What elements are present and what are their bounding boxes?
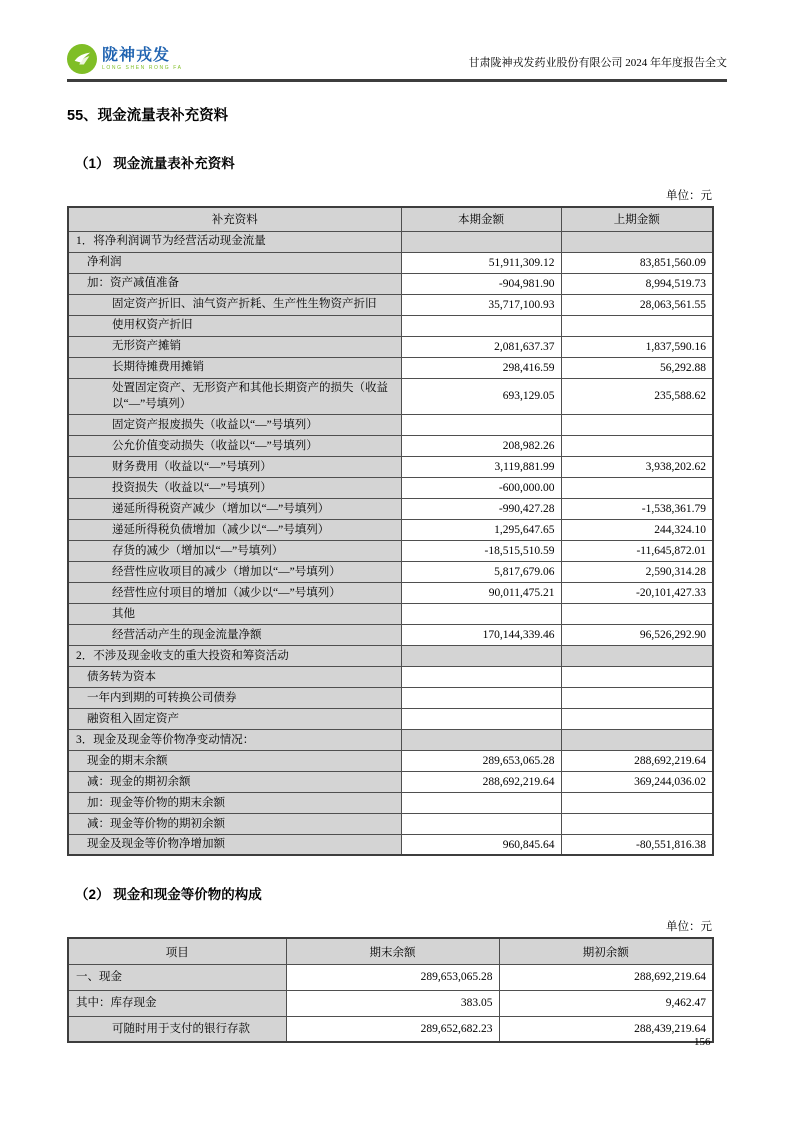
table-row [68, 582, 713, 603]
value-prior: 288,692,219.64 [499, 964, 713, 990]
value-current [401, 414, 561, 435]
row-label: 投资损失（收益以“—”号填列） [68, 477, 401, 498]
unit-label-1: 单位：元 [666, 190, 712, 202]
table-row [68, 750, 713, 771]
value-current: 170,144,339.46 [401, 624, 561, 645]
value-current: -904,981.90 [401, 273, 561, 294]
value-current [401, 792, 561, 813]
row-label: 减：现金的期初余额 [68, 771, 401, 792]
row-label: 可随时用于支付的银行存款 [68, 1016, 286, 1042]
table-row [68, 708, 713, 729]
table-row [68, 477, 713, 498]
row-label: 财务费用（收益以“—”号填列） [68, 456, 401, 477]
company-logo [67, 44, 183, 74]
row-label: 经营性应收项目的减少（增加以“—”号填列） [68, 561, 401, 582]
value-current [401, 603, 561, 624]
value-prior: 1,837,590.16 [561, 336, 713, 357]
value-prior: 96,526,292.90 [561, 624, 713, 645]
table-row [68, 336, 713, 357]
table-row [68, 378, 713, 414]
value-current: 208,982.26 [401, 435, 561, 456]
value-prior: 288,439,219.64 [499, 1016, 713, 1042]
row-label: 固定资产折旧、油气资产折耗、生产性生物资产折旧 [68, 294, 401, 315]
value-prior: 56,292.88 [561, 357, 713, 378]
logo-english-name: LONG SHEN RONG FA [102, 64, 183, 71]
value-prior [561, 435, 713, 456]
page-number: 156 [694, 1036, 711, 1048]
table-row [68, 315, 713, 336]
table-row [68, 252, 713, 273]
value-prior: 244,324.10 [561, 519, 713, 540]
row-label: 经营性应付项目的增加（减少以“—”号填列） [68, 582, 401, 603]
table-row [68, 990, 713, 1016]
column-header-2: 上期金额 [561, 207, 713, 231]
report-title-text: 甘肃陇神戎发药业股份有限公司 2024 年年度报告全文 [468, 57, 727, 69]
row-label: 净利润 [68, 252, 401, 273]
table-header-row [68, 207, 713, 231]
value-current: 383.05 [286, 990, 499, 1016]
value-prior: 9,462.47 [499, 990, 713, 1016]
row-label: 固定资产报废损失（收益以“—”号填列） [68, 414, 401, 435]
row-label: 处置固定资产、无形资产和其他长期资产的损失（收益以“—”号填列） [68, 378, 401, 414]
value-prior: 2,590,314.28 [561, 561, 713, 582]
value-current [401, 813, 561, 834]
table-row [68, 498, 713, 519]
table-row [68, 834, 713, 855]
column-header-1: 本期金额 [401, 207, 561, 231]
document-header [67, 44, 727, 82]
value-prior [561, 729, 713, 750]
row-label: 加：资产减值准备 [68, 273, 401, 294]
value-current: 289,652,682.23 [286, 1016, 499, 1042]
table-row [68, 1016, 713, 1042]
page-content [67, 0, 727, 1043]
row-label: 一、现金 [68, 964, 286, 990]
value-current [401, 708, 561, 729]
value-prior [561, 315, 713, 336]
table-row [68, 792, 713, 813]
value-current: -990,427.28 [401, 498, 561, 519]
value-prior [561, 792, 713, 813]
row-label: 2．不涉及现金收支的重大投资和筹资活动 [68, 645, 401, 666]
logo-icon [67, 44, 97, 74]
value-prior: 235,588.62 [561, 378, 713, 414]
column-header-0: 项目 [68, 938, 286, 964]
value-current: 51,911,309.12 [401, 252, 561, 273]
table-header-row [68, 938, 713, 964]
value-prior: 369,244,036.02 [561, 771, 713, 792]
value-prior [561, 231, 713, 252]
value-current: -18,515,510.59 [401, 540, 561, 561]
value-prior: 83,851,560.09 [561, 252, 713, 273]
row-label: 一年内到期的可转换公司债券 [68, 687, 401, 708]
cash-flow-supplement-table [67, 206, 714, 856]
value-current: 2,081,637.37 [401, 336, 561, 357]
value-current: 289,653,065.28 [286, 964, 499, 990]
value-current: 5,817,679.06 [401, 561, 561, 582]
table-row [68, 273, 713, 294]
column-header-2: 期初余额 [499, 938, 713, 964]
row-label: 3．现金及现金等价物净变动情况： [68, 729, 401, 750]
value-prior [561, 645, 713, 666]
value-prior: -1,538,361.79 [561, 498, 713, 519]
table-row [68, 435, 713, 456]
table-row [68, 561, 713, 582]
value-current: 288,692,219.64 [401, 771, 561, 792]
value-current [401, 645, 561, 666]
value-prior [561, 603, 713, 624]
value-current [401, 729, 561, 750]
table-row [68, 540, 713, 561]
row-label: 其中：库存现金 [68, 990, 286, 1016]
subsection2-title: （2） 现金和现金等价物的构成 [75, 887, 262, 903]
section-row [68, 231, 713, 252]
row-label: 无形资产摊销 [68, 336, 401, 357]
table-row [68, 294, 713, 315]
section-row [68, 645, 713, 666]
value-prior [561, 708, 713, 729]
value-current [401, 666, 561, 687]
table-row [68, 456, 713, 477]
value-current: 90,011,475.21 [401, 582, 561, 603]
value-prior [561, 477, 713, 498]
row-label: 债务转为资本 [68, 666, 401, 687]
row-label: 减：现金等价物的期初余额 [68, 813, 401, 834]
logo-chinese-name: 陇神戎发 [102, 46, 171, 64]
value-current: 3,119,881.99 [401, 456, 561, 477]
row-label: 加：现金等价物的期末余额 [68, 792, 401, 813]
value-current: 960,845.64 [401, 834, 561, 855]
row-label: 递延所得税负债增加（减少以“—”号填列） [68, 519, 401, 540]
value-prior [561, 666, 713, 687]
row-label: 存货的减少（增加以“—”号填列） [68, 540, 401, 561]
subsection1-title: （1） 现金流量表补充资料 [75, 156, 235, 171]
value-prior: -20,101,427.33 [561, 582, 713, 603]
row-label: 经营活动产生的现金流量净额 [68, 624, 401, 645]
row-label: 长期待摊费用摊销 [68, 357, 401, 378]
logo-text [102, 48, 183, 71]
row-label: 融资租入固定资产 [68, 708, 401, 729]
value-current: 289,653,065.28 [401, 750, 561, 771]
row-label: 递延所得税资产减少（增加以“—”号填列） [68, 498, 401, 519]
table-row [68, 624, 713, 645]
unit-label-2: 单位：元 [666, 921, 712, 934]
row-label: 公允价值变动损失（收益以“—”号填列） [68, 435, 401, 456]
value-prior: 28,063,561.55 [561, 294, 713, 315]
row-label: 1．将净利润调节为经营活动现金流量 [68, 231, 401, 252]
row-label: 使用权资产折旧 [68, 315, 401, 336]
row-label: 现金及现金等价物净增加额 [68, 834, 401, 855]
row-label: 现金的期末余额 [68, 750, 401, 771]
table-row [68, 603, 713, 624]
value-current: 1,295,647.65 [401, 519, 561, 540]
column-header-0: 补充资料 [68, 207, 401, 231]
value-prior: -80,551,816.38 [561, 834, 713, 855]
value-current [401, 315, 561, 336]
value-prior: 8,994,519.73 [561, 273, 713, 294]
value-prior: -11,645,872.01 [561, 540, 713, 561]
value-current [401, 231, 561, 252]
column-header-1: 期末余额 [286, 938, 499, 964]
section-row [68, 729, 713, 750]
value-prior [561, 414, 713, 435]
value-prior: 3,938,202.62 [561, 456, 713, 477]
value-current: 35,717,100.93 [401, 294, 561, 315]
cash-composition-table [67, 937, 714, 1043]
value-current: 298,416.59 [401, 357, 561, 378]
value-current: 693,129.05 [401, 378, 561, 414]
value-prior [561, 813, 713, 834]
table-row [68, 771, 713, 792]
table-row [68, 813, 713, 834]
table-row [68, 687, 713, 708]
table-row [68, 964, 713, 990]
table-row [68, 357, 713, 378]
value-prior: 288,692,219.64 [561, 750, 713, 771]
value-prior [561, 687, 713, 708]
value-current [401, 687, 561, 708]
row-label: 其他 [68, 603, 401, 624]
value-current: -600,000.00 [401, 477, 561, 498]
logo-bird-glyph [71, 48, 93, 70]
table-row [68, 666, 713, 687]
section-title: 55、现金流量表补充资料 [67, 108, 229, 124]
table-row [68, 414, 713, 435]
table-row [68, 519, 713, 540]
